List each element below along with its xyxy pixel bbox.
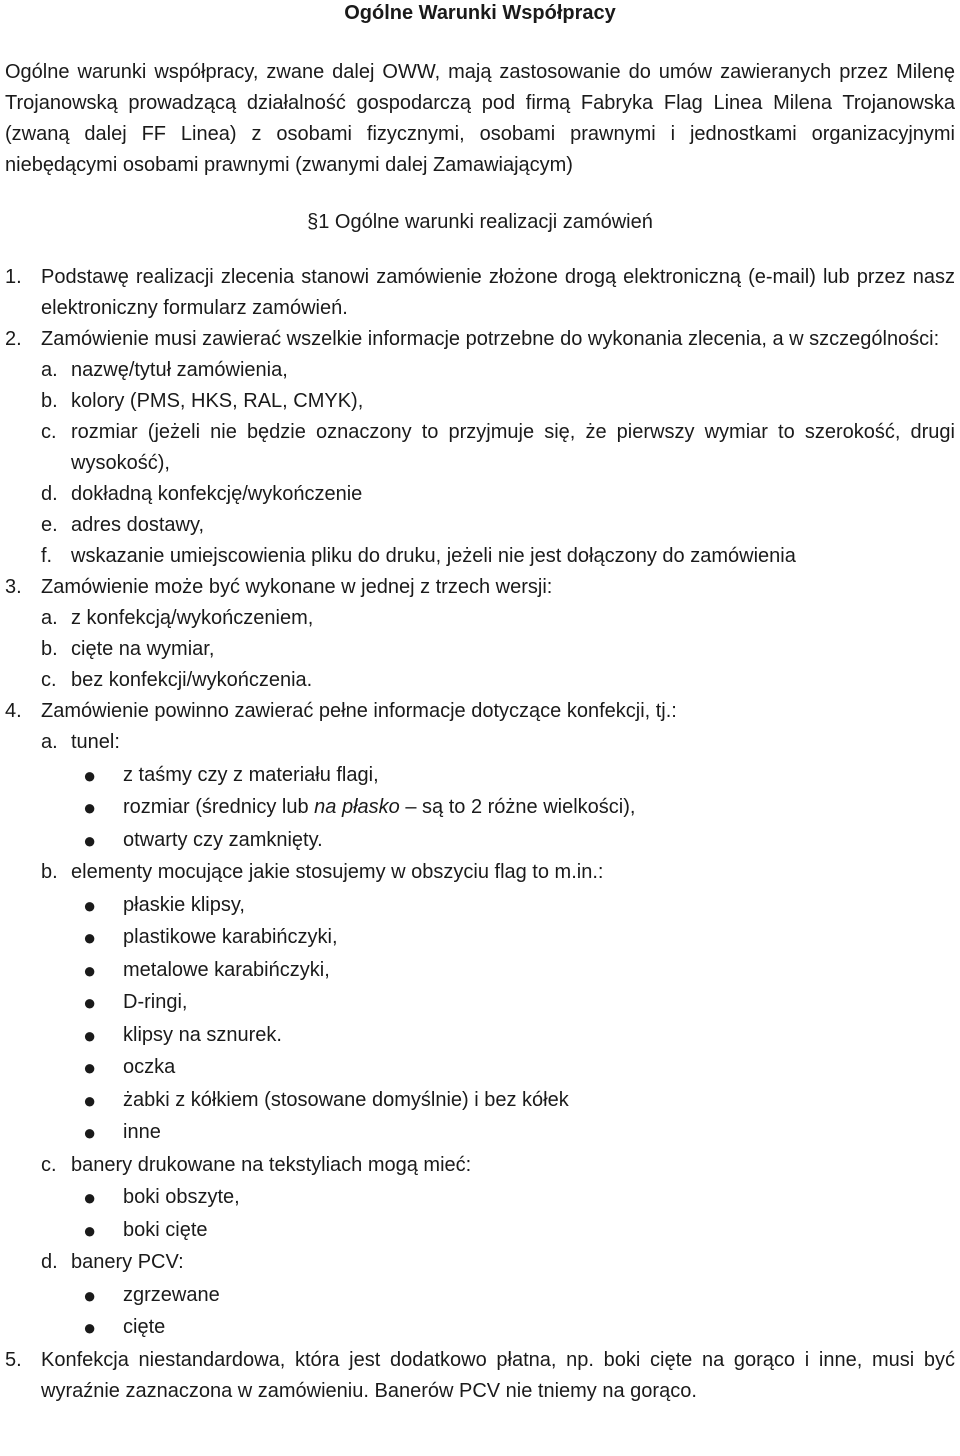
bullet-text: boki cięte (123, 1218, 208, 1241)
list-item-4 (5, 696, 955, 727)
sub-letter: c. (41, 421, 57, 443)
bullet-text: D-ringi, (123, 991, 188, 1013)
bullet-icon: ● (83, 1282, 97, 1308)
bullet-text: zgrzewane (123, 1283, 220, 1306)
bullet-item (83, 890, 955, 921)
bullet-icon: ● (83, 1120, 97, 1145)
bullet-item (83, 955, 955, 986)
item-number: 2. (5, 328, 22, 350)
sub-letter: a. (41, 359, 58, 381)
bullet-text: otwarty czy zamknięty. (123, 828, 323, 851)
bullet-list-textile-banners (83, 1182, 955, 1246)
bullet-text: plastikowe karabińczyki, (123, 926, 338, 948)
item-number: 3. (5, 576, 22, 598)
sub-text: cięte na wymiar, (71, 638, 215, 660)
bullet-icon: ● (83, 1055, 97, 1080)
sub-item (41, 1247, 955, 1278)
sub-letter: e. (41, 514, 58, 536)
bullet-text-emphasis: na płasko (314, 796, 400, 818)
document-title: Ogólne Warunki Współpracy (344, 2, 616, 24)
bullet-list-tunel (83, 760, 955, 856)
sub-item (41, 386, 955, 417)
intro-paragraph: Ogólne warunki współpracy, zwane dalej OWW, mają zastosowanie do umów zawieranych przez Milenę Trojanowską prowadzącą działalność gospodarczą pod firmą Fabryka Flag Linea Milena Trojanowska (zwaną dalej FF Linea) z osobami fizycznymi, osobami prawnymi i jednostkami organizacyjnymi niebędącymi osobami prawnymi (zwanymi dalej Zamawiającym) (5, 61, 955, 176)
bullet-icon: ● (83, 762, 97, 788)
sub-text: banery drukowane na tekstyliach mogą mieć: (71, 1153, 472, 1176)
bullet-text: cięte (123, 1316, 166, 1338)
sub-text: adres dostawy, (71, 514, 205, 536)
sub-item (41, 417, 955, 479)
bullet-text-part: rozmiar (średnicy lub (123, 796, 315, 818)
bullet-text-part: – są to 2 różne wielkości), (399, 796, 636, 818)
sub-item (41, 603, 955, 634)
sub-text: wskazanie umiejscowienia pliku do druku, jeżeli nie jest dołączony do zamówienia (71, 545, 796, 567)
item-number: 5. (5, 1348, 22, 1371)
item-text: Podstawę realizacji zlecenia stanowi zamówienie złożone drogą elektroniczną (e-mail) lub przez nasz elektroniczny formularz zamówień. (41, 266, 955, 319)
document-page (5, 0, 955, 1407)
bullet-item (83, 1215, 955, 1246)
sub-letter: a. (41, 607, 58, 629)
sub-item (41, 510, 955, 541)
sub-letter: b. (41, 861, 58, 883)
bullet-icon: ● (83, 1217, 97, 1243)
sub-letter: f. (41, 545, 53, 567)
bullet-text: boki obszyte, (123, 1186, 240, 1208)
list-item-5 (5, 1345, 955, 1407)
item-text: Zamówienie powinno zawierać pełne informacje dotyczące konfekcji, tj.: (41, 700, 677, 722)
bullet-icon: ● (83, 990, 97, 1015)
sub-item (41, 1150, 955, 1181)
bullet-text: oczka (123, 1056, 176, 1078)
bullet-icon: ● (83, 1087, 97, 1113)
bullet-icon: ● (83, 925, 97, 950)
sub-text: z konfekcją/wykończeniem, (71, 607, 314, 629)
bullet-icon: ● (83, 1315, 97, 1340)
bullet-icon: ● (83, 1022, 97, 1048)
sub-item (41, 541, 955, 572)
sub-item (41, 727, 955, 758)
bullet-item (83, 1280, 955, 1311)
sub-text: dokładną konfekcję/wykończenie (71, 483, 363, 505)
sub-letter: c. (41, 669, 57, 691)
bullet-text (123, 792, 955, 823)
bullet-icon: ● (83, 1185, 97, 1210)
bullet-item (83, 987, 955, 1018)
bullet-item (83, 825, 955, 856)
bullet-item (83, 922, 955, 953)
sub-item (41, 479, 955, 510)
bullet-icon: ● (83, 957, 97, 983)
sub-item (41, 665, 955, 696)
item-text: Konfekcja niestandardowa, która jest dodatkowo płatna, np. boki cięte na gorąco i inne, musi być wyraźnie zaznaczona w zamówieniu. Banerów PCV nie tniemy na gorąco. (41, 1348, 955, 1402)
bullet-item (83, 792, 955, 823)
bullet-text: żabki z kółkiem (stosowane domyślnie) i bez kółek (123, 1088, 569, 1111)
sub-letter: d. (41, 1251, 58, 1273)
bullet-text: z taśmy czy z materiału flagi, (123, 763, 379, 786)
bullet-text: płaskie klipsy, (123, 893, 245, 916)
section-heading: §1 Ogólne warunki realizacji zamówień (307, 211, 653, 233)
sub-letter: b. (41, 638, 58, 660)
sub-item (41, 355, 955, 386)
bullet-item (83, 1182, 955, 1213)
list-item-1 (5, 262, 955, 324)
sub-letter: d. (41, 483, 58, 505)
bullet-item (83, 1117, 955, 1148)
bullet-item (83, 760, 955, 791)
list-item-3 (5, 572, 955, 603)
sub-text: kolory (PMS, HKS, RAL, CMYK), (71, 390, 364, 412)
bullet-item (83, 1052, 955, 1083)
sub-item (41, 857, 955, 888)
sub-text: nazwę/tytuł zamówienia, (71, 359, 288, 381)
bullet-text: inne (123, 1121, 161, 1143)
bullet-item (83, 1085, 955, 1116)
item-number: 1. (5, 266, 22, 288)
bullet-text: klipsy na sznurek. (123, 1023, 282, 1046)
bullet-item (83, 1312, 955, 1343)
item-text: Zamówienie musi zawierać wszelkie informacje potrzebne do wykonania zlecenia, a w szczególności: (41, 328, 940, 350)
sub-text: elementy mocujące jakie stosujemy w obszyciu flag to m.in.: (71, 861, 604, 883)
sub-letter: c. (41, 1153, 57, 1176)
bullet-text: metalowe karabińczyki, (123, 958, 330, 981)
bullet-item (83, 1020, 955, 1051)
item-number: 4. (5, 700, 22, 722)
bullet-icon: ● (83, 892, 97, 918)
list-item-2 (5, 324, 955, 355)
sub-text: bez konfekcji/wykończenia. (71, 669, 313, 691)
sub-text: tunel: (71, 731, 120, 753)
sub-letter: a. (41, 731, 58, 753)
sub-letter: b. (41, 390, 58, 412)
bullet-icon: ● (83, 827, 97, 853)
sub-text: rozmiar (jeżeli nie będzie oznaczony to przyjmuje się, że pierwszy wymiar to szerokość, drugi wysokość), (71, 421, 955, 474)
bullet-list-pvc-banners (83, 1280, 955, 1344)
item-text: Zamówienie może być wykonane w jednej z trzech wersji: (41, 576, 553, 598)
sub-item (41, 634, 955, 665)
bullet-icon: ● (83, 795, 97, 820)
bullet-list-mounting (83, 890, 955, 1149)
sub-text: banery PCV: (71, 1251, 184, 1273)
